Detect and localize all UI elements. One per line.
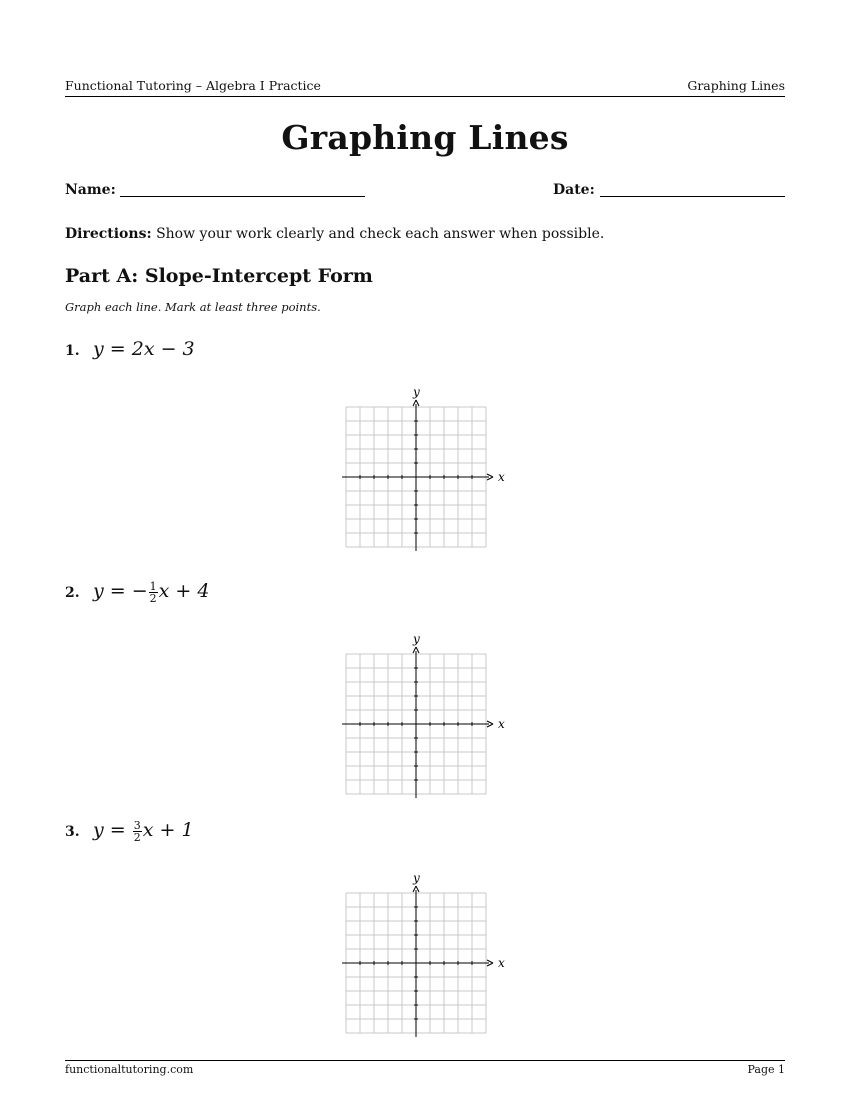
problem-3 (65, 819, 194, 843)
footer-divider (65, 1060, 785, 1061)
footer-right: Page 1 (747, 1063, 785, 1076)
problem-equation: y = − $\frac{1}{2}$ x + 4 (93, 579, 210, 605)
header-right: Graphing Lines (687, 78, 785, 93)
problem-equation: y = 2x − 3 (93, 338, 195, 360)
name-label: Name: (65, 182, 116, 198)
header-divider (65, 96, 785, 97)
problem-number: 3. (65, 824, 80, 840)
part-a-title: Part A: Slope-Intercept Form (65, 265, 373, 287)
coordinate-grid-3[interactable] (338, 866, 518, 1041)
x-axis-label: x (498, 470, 505, 484)
date-label: Date: (553, 182, 595, 198)
problem-number: 2. (65, 585, 80, 601)
coordinate-grid-2[interactable] (338, 627, 518, 802)
problem-2 (65, 580, 209, 604)
y-axis-label: y (413, 385, 420, 399)
x-axis-label: x (498, 956, 505, 970)
name-field[interactable] (120, 196, 365, 197)
header-left: Functional Tutoring – Algebra I Practice (65, 78, 321, 93)
part-a-instruction: Graph each line. Mark at least three points. (65, 300, 321, 314)
y-axis-label: y (413, 871, 420, 885)
problem-equation: y = $\frac{3}{2}$ x + 1 (93, 818, 194, 844)
footer-left: functionaltutoring.com (65, 1063, 194, 1076)
directions-text: Show your work clearly and check each answer when possible. (151, 226, 605, 242)
fraction: $\frac{1}{2}$ (149, 579, 157, 605)
coordinate-grid-1[interactable] (338, 380, 518, 555)
directions-label: Directions: (65, 226, 152, 242)
problem-1 (65, 338, 195, 360)
problem-number: 1. (65, 343, 80, 359)
x-axis-label: x (498, 717, 505, 731)
date-field[interactable] (600, 196, 785, 197)
fraction: $\frac{3}{2}$ (133, 818, 141, 844)
directions (65, 226, 604, 242)
y-axis-label: y (413, 632, 420, 646)
page-title: Graphing Lines (281, 118, 569, 157)
